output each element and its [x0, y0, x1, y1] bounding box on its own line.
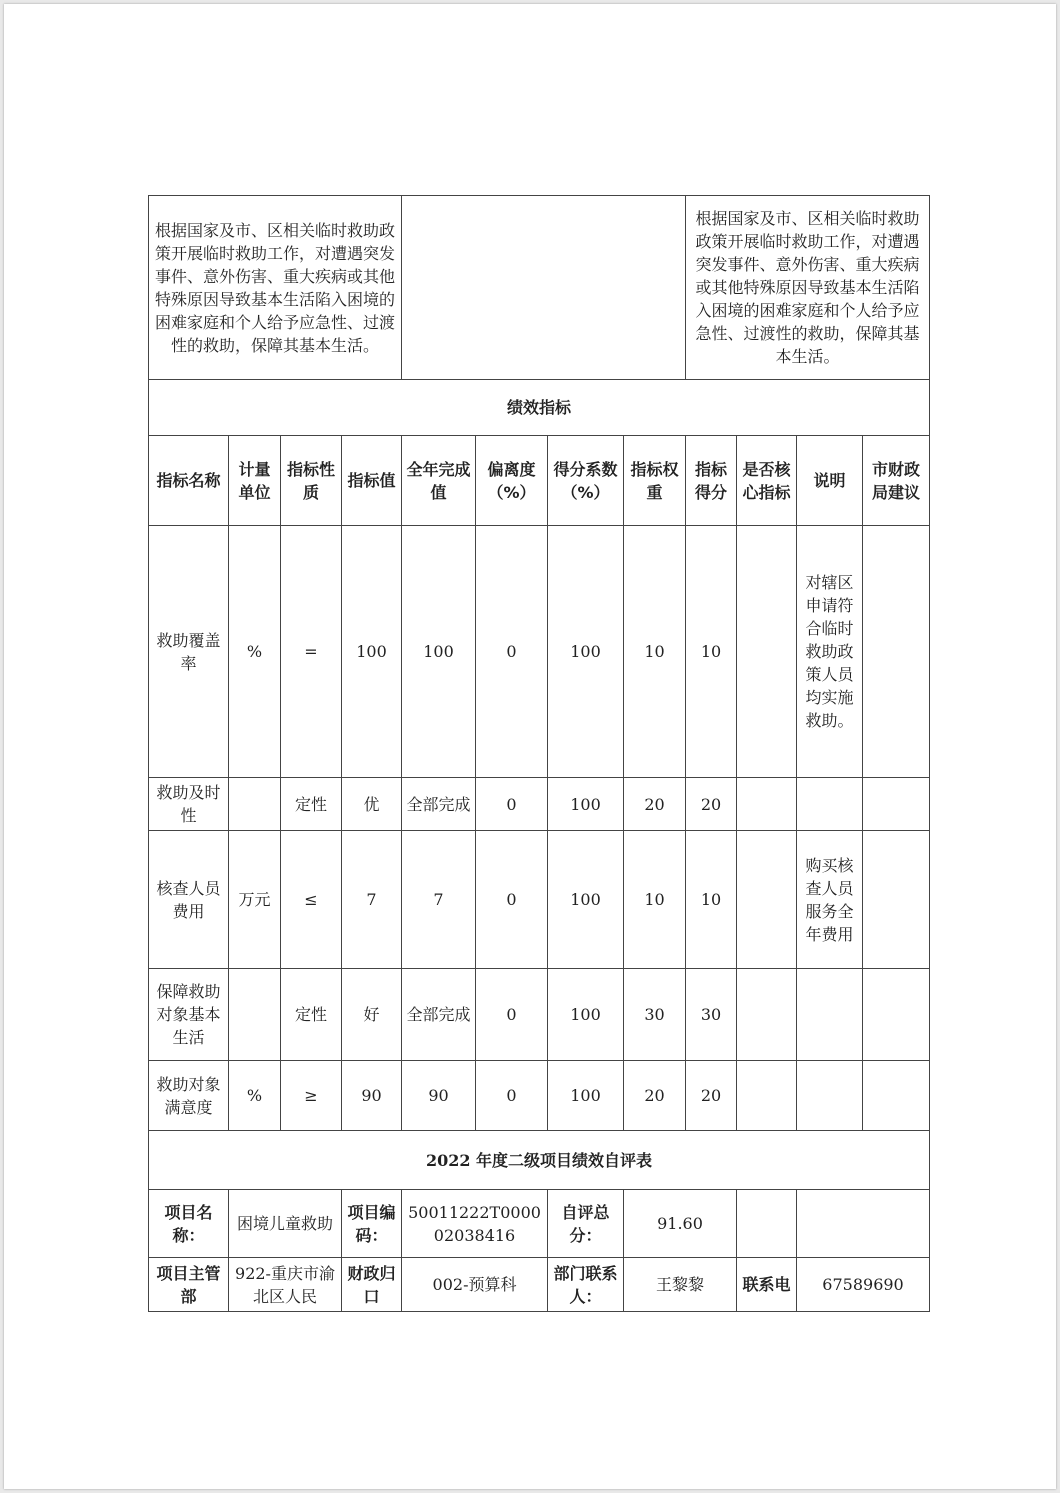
indicator-advice	[863, 778, 930, 831]
project-name-value: 困境儿童救助	[229, 1190, 342, 1258]
indicator-actual: 90	[402, 1061, 476, 1131]
header-coef: 得分系数（%）	[548, 436, 624, 526]
indicator-target: 优	[342, 778, 402, 831]
indicator-coef: 100	[548, 526, 624, 778]
indicator-name: 保障救助对象基本生活	[149, 969, 229, 1061]
project-code-label: 项目编码：	[342, 1190, 402, 1258]
indicator-target: 好	[342, 969, 402, 1061]
indicator-unit: 万元	[229, 831, 281, 969]
indicator-weight: 30	[624, 969, 686, 1061]
info-row-2	[149, 1258, 930, 1312]
indicator-score: 10	[686, 526, 737, 778]
project-name-label: 项目名称：	[149, 1190, 229, 1258]
header-deviation: 偏离度（%）	[476, 436, 548, 526]
indicator-nature: 定性	[281, 969, 342, 1061]
indicator-name: 救助覆盖率	[149, 526, 229, 778]
table-row	[149, 1061, 930, 1131]
header-advice: 市财政局建议	[863, 436, 930, 526]
indicator-actual: 全部完成	[402, 778, 476, 831]
indicator-target: 7	[342, 831, 402, 969]
header-weight: 指标权重	[624, 436, 686, 526]
description-left: 根据国家及市、区相关临时救助政策开展临时救助工作，对遭遇突发事件、意外伤害、重大疾病或其他特殊原因导致基本生活陷入困境的困难家庭和个人给予应急性、过渡性的救助，保障其基本生活。	[149, 196, 402, 380]
indicator-nature: ≤	[281, 831, 342, 969]
table-row	[149, 831, 930, 969]
header-unit: 计量单位	[229, 436, 281, 526]
table-row	[149, 778, 930, 831]
section-title: 绩效指标	[149, 380, 930, 436]
empty-cell	[797, 1190, 930, 1258]
indicator-deviation: 0	[476, 526, 548, 778]
indicator-deviation: 0	[476, 778, 548, 831]
indicator-advice	[863, 831, 930, 969]
section-title-row	[149, 380, 930, 436]
indicator-note	[797, 1061, 863, 1131]
dept-label: 项目主管部	[149, 1258, 229, 1312]
indicator-unit	[229, 778, 281, 831]
indicator-nature: 定性	[281, 778, 342, 831]
indicator-name: 核查人员费用	[149, 831, 229, 969]
info-row-1	[149, 1190, 930, 1258]
header-row	[149, 436, 930, 526]
header-actual: 全年完成值	[402, 436, 476, 526]
indicator-deviation: 0	[476, 831, 548, 969]
indicator-weight: 20	[624, 1061, 686, 1131]
indicator-target: 90	[342, 1061, 402, 1131]
indicator-unit: %	[229, 1061, 281, 1131]
indicator-actual: 全部完成	[402, 969, 476, 1061]
finance-label: 财政归口	[342, 1258, 402, 1312]
form-title-row	[149, 1131, 930, 1190]
indicator-score: 10	[686, 831, 737, 969]
indicator-weight: 10	[624, 526, 686, 778]
table-row	[149, 969, 930, 1061]
finance-value: 002-预算科	[402, 1258, 548, 1312]
indicator-name: 救助对象满意度	[149, 1061, 229, 1131]
header-target: 指标值	[342, 436, 402, 526]
indicator-score: 30	[686, 969, 737, 1061]
indicator-core	[737, 526, 797, 778]
indicator-advice	[863, 969, 930, 1061]
indicator-advice	[863, 526, 930, 778]
empty-cell	[402, 196, 686, 380]
header-name: 指标名称	[149, 436, 229, 526]
indicator-note	[797, 969, 863, 1061]
indicator-actual: 100	[402, 526, 476, 778]
indicator-target: 100	[342, 526, 402, 778]
contact-label: 部门联系人：	[548, 1258, 624, 1312]
indicator-coef: 100	[548, 831, 624, 969]
contact-value: 王黎黎	[624, 1258, 737, 1312]
header-core: 是否核心指标	[737, 436, 797, 526]
indicator-name: 救助及时性	[149, 778, 229, 831]
indicator-core	[737, 831, 797, 969]
indicator-note	[797, 778, 863, 831]
document-page	[4, 4, 1056, 1489]
header-nature: 指标性质	[281, 436, 342, 526]
indicator-core	[737, 778, 797, 831]
indicator-unit: %	[229, 526, 281, 778]
header-note: 说明	[797, 436, 863, 526]
indicator-score: 20	[686, 778, 737, 831]
indicator-score: 20	[686, 1061, 737, 1131]
indicator-nature: =	[281, 526, 342, 778]
phone-label: 联系电	[737, 1258, 797, 1312]
form-title: 2022 年度二级项目绩效自评表	[149, 1131, 930, 1190]
description-right: 根据国家及市、区相关临时救助政策开展临时救助工作，对遭遇突发事件、意外伤害、重大疾病或其他特殊原因导致基本生活陷入困境的困难家庭和个人给予应急性、过渡性的救助，保障其基本生活。	[686, 196, 930, 380]
phone-value: 67589690	[797, 1258, 930, 1312]
empty-cell	[737, 1190, 797, 1258]
dept-value: 922-重庆市渝北区人民	[229, 1258, 342, 1312]
indicator-unit	[229, 969, 281, 1061]
indicator-weight: 10	[624, 831, 686, 969]
indicator-nature: ≥	[281, 1061, 342, 1131]
indicator-coef: 100	[548, 969, 624, 1061]
indicator-weight: 20	[624, 778, 686, 831]
description-row	[149, 196, 930, 380]
indicator-deviation: 0	[476, 969, 548, 1061]
indicator-core	[737, 969, 797, 1061]
indicator-note: 对辖区申请符合临时救助政策人员均实施救助。	[797, 526, 863, 778]
indicator-note: 购买核查人员服务全年费用	[797, 831, 863, 969]
project-code-value: 50011222T000002038416	[402, 1190, 548, 1258]
header-score: 指标得分	[686, 436, 737, 526]
score-label: 自评总分：	[548, 1190, 624, 1258]
indicator-advice	[863, 1061, 930, 1131]
performance-table	[148, 195, 930, 1312]
indicator-coef: 100	[548, 778, 624, 831]
score-value: 91.60	[624, 1190, 737, 1258]
indicator-deviation: 0	[476, 1061, 548, 1131]
table-row	[149, 526, 930, 778]
indicator-actual: 7	[402, 831, 476, 969]
indicator-coef: 100	[548, 1061, 624, 1131]
indicator-core	[737, 1061, 797, 1131]
